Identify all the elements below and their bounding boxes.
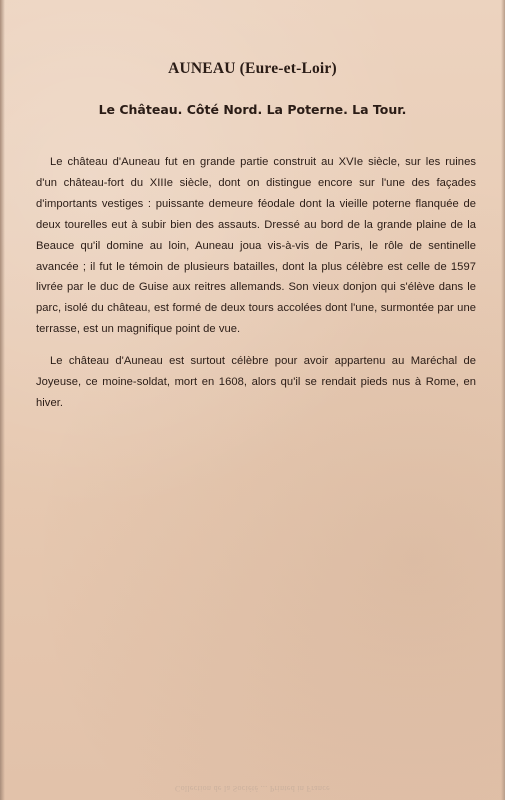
mirrored-footer-text: Collection de la Société ... Printed in France <box>174 784 331 793</box>
left-edge-shadow <box>0 0 5 800</box>
right-edge-shadow <box>501 0 505 800</box>
paragraph-history: Le château d'Auneau fut en grande partie construit au XVIe siècle, sur les ruines d'un château-fort du XIIIe siècle, dont on distingue encore sur l'une des façades d'importants vestiges : puissante demeure féodale dont la vieille poterne flanquée de deux tourelles eut à subir bien des assauts. Dressé au bord de la grande plaine de la Beauce qu'il domine au loin, Auneau joua vis-à-vis de Paris, le rôle de sentinelle avancée ; il fut le témoin de plusieurs batailles, dont la plus célèbre est celle de 1597 livrée par le duc de Guise aux reitres allemands. Son vieux donjon qui s'élève dans le parc, isolé du château, est formé de deux tours accolées dont l'une, surmontée par une terrasse, est un magnifique point de vue. <box>36 156 476 336</box>
paragraph-joyeuse: Le château d'Auneau est surtout célèbre pour avoir appartenu au Maréchal de Joyeuse, ce moine-soldat, mort en 1608, alors qu'il se rendait pieds nus à Rome, en hiver. <box>36 355 476 409</box>
page-title: AUNEAU (Eure-et-Loir) <box>168 60 337 77</box>
page-subtitle: Le Château. Côté Nord. La Poterne. La Tour. <box>98 102 407 117</box>
